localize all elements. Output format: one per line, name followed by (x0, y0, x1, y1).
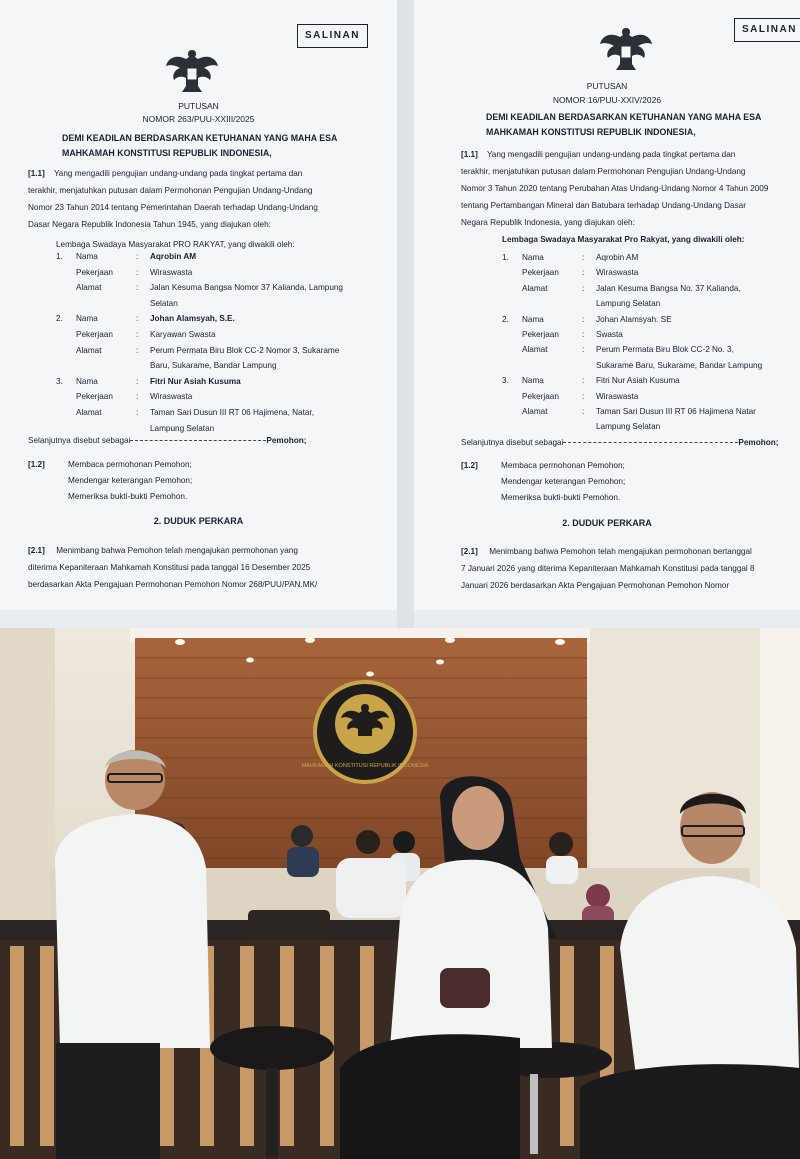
heading-mk: MAHKAMAH KONSTITUSI REPUBLIK INDONESIA, (62, 148, 272, 158)
doc-title: PUTUSAN (178, 101, 219, 111)
para-line: tentang Pertambangan Mineral dan Batubara terhadap Undang-Undang Dasar (461, 201, 746, 210)
para-line: Yang mengadili pengujian undang-undang pada tingkat pertama dan (486, 150, 736, 159)
para-line: Dasar Negara Republik Indonesia Tahun 1945, yang diajukan oleh: (28, 220, 271, 229)
petitioner-row: Alamat : Jalan Kesuma Bangsa Nomor 37 Kalianda, Lampung (76, 283, 343, 293)
petitioner-row: Selatan (150, 298, 178, 308)
petitioner-row: Alamat : Perum Permata Biru Blok CC-2 No. 3, (522, 345, 734, 355)
para-label: [1.2] (28, 460, 45, 469)
document-divider (397, 0, 414, 628)
paragraph-1-2 (461, 458, 793, 506)
para-line: Negara Republik Indonesia, yang diajukan oleh: (461, 218, 635, 227)
pemohon-text: Pemohon; (738, 438, 779, 447)
para-line: Memeriksa bukti-bukti Pemohon. (68, 492, 188, 501)
petitioner-row: 2. Nama : Johan Alamsyah. SE (502, 314, 672, 324)
para-line: Mendengar keterangan Pemohon; (68, 476, 193, 485)
para-line: Nomor 3 Tahun 2020 tentang Perubahan Atas Undang-Undang Nomor 4 Tahun 2009 (461, 184, 769, 193)
para-line: Menimbang bahwa Pemohon telah mengajukan permohonan yang (56, 546, 298, 555)
paragraph-1-1 (28, 165, 356, 233)
petitioner-row: 1. Nama : Aqrobin AM (56, 252, 197, 261)
para-line: Mendengar keterangan Pemohon; (501, 477, 626, 486)
emblem-text: MAHKAMAH KONSTITUSI REPUBLIK INDONESIA (301, 763, 429, 769)
doc-number: NOMOR 263/PUU-XXIII/2025 (142, 114, 255, 124)
para-label: [1.1] (28, 169, 45, 178)
document-right (414, 0, 800, 610)
para-line: Membaca permohonan Pemohon; (68, 460, 192, 469)
selanjutnya-line (28, 432, 356, 449)
para-line: terakhir, menjatuhkan putusan dalam Permohonan Pengujian Undang-Undang (28, 186, 313, 195)
courtroom-scene (0, 628, 800, 1159)
petitioner-row: Lampung Selatan (150, 423, 215, 433)
org-line: Lembaga Swadaya Masyarakat PRO RAKYAT, yang diwakili oleh: (56, 240, 295, 249)
petitioner-row: Pekerjaan : Wiraswasta (76, 392, 193, 402)
doc-title: PUTUSAN (586, 81, 628, 91)
salinan-stamp: SALINAN (297, 24, 368, 48)
para-label: [2.1] (28, 546, 45, 555)
doc-number: NOMOR 16/PUU-XXIV/2026 (552, 95, 662, 105)
petitioner-row: 3. Nama : Fitri Nur Asiah Kusuma (56, 376, 241, 386)
petitioner-row: Alamat : Jalan Kesuma Bangsa No. 37 Kalianda, (522, 283, 741, 293)
petitioner-row: Baru, Sukarame, Bandar Lampung (150, 361, 277, 371)
para-label: [1.1] (461, 150, 478, 159)
para-line: Januari 2026 berdasarkan Akta Pengajuan Permohonan Pemohon Nomor (461, 581, 730, 590)
petitioner-row: Pekerjaan : Swasta (522, 330, 623, 340)
petitioner-row: Lampung Selatan (596, 299, 661, 309)
garuda-emblem-icon (596, 22, 656, 74)
pemohon-text: Pemohon; (266, 436, 307, 445)
section-heading: 2. DUDUK PERKARA (153, 516, 244, 526)
para-line: Menimbang bahwa Pemohon telah mengajukan permohonan bertanggal (489, 547, 752, 556)
selanjutnya-text: Selanjutnya disebut sebagai (28, 436, 131, 445)
heading-keadilan: DEMI KEADILAN BERDASARKAN KETUHANAN YANG MAHA ESA (62, 133, 338, 143)
petitioner-row: 1. Nama : Aqrobin AM (502, 253, 639, 262)
dotted-leader (563, 442, 738, 443)
para-line: berdasarkan Akta Pengajuan Permohonan Pemohon Nomor 268/PUU/PAN.MK/ (28, 580, 318, 589)
selanjutnya-text: Selanjutnya disebut sebagai (461, 438, 564, 447)
para-label: [1.2] (461, 461, 478, 470)
garuda-emblem-icon (162, 44, 222, 96)
org-line: Lembaga Swadaya Masyarakat Pro Rakyat, yang diwakili oleh: (502, 235, 745, 244)
petitioner-row: Alamat : Taman Sari Dusun III RT 06 Hajimena, Natar, (76, 407, 314, 417)
petitioner-row: 2. Nama : Johan Alamsyah, S.E. (56, 314, 235, 324)
document-left (0, 0, 397, 610)
courtroom-photo (0, 628, 800, 1159)
paragraph-1-1 (461, 146, 793, 231)
petitioner-row: Sukarame Baru, Sukarame, Bandar Lampung (596, 360, 763, 370)
petitioner-row: 3. Nama : Fitri Nur Asiah Kusuma (502, 376, 680, 386)
petitioner-row: Pekerjaan : Karyawan Swasta (76, 329, 216, 339)
paragraph-2-1 (28, 542, 356, 593)
para-line: Nomor 23 Tahun 2014 tentang Pemerintahan Daerah terhadap Undang-Undang (28, 203, 318, 212)
para-label: [2.1] (461, 547, 478, 556)
petitioner-list (56, 249, 356, 436)
petitioner-row: Alamat : Perum Permata Biru Blok CC-2 Nomor 3, Sukarame (76, 345, 340, 355)
para-line: Yang mengadili pengujian undang-undang pada tingkat pertama dan (53, 169, 303, 178)
dotted-leader (130, 440, 266, 441)
para-line: diterima Kepaniteraan Mahkamah Konstitusi pada tanggal 16 Desember 2025 (28, 563, 311, 572)
para-line: Memeriksa bukti-bukti Pemohon. (501, 493, 621, 502)
petitioner-org (502, 231, 792, 248)
petitioner-row: Pekerjaan : Wiraswasta (76, 267, 193, 277)
salinan-stamp: SALINAN (734, 18, 800, 42)
para-line: terakhir, menjatuhkan putusan dalam Permohonan Pengujian Undang-Undang (461, 167, 746, 176)
petitioner-row: Lampung Selatan (596, 422, 661, 432)
petitioner-row: Pekerjaan : Wiraswasta (522, 391, 639, 401)
heading-keadilan: DEMI KEADILAN BERDASARKAN KETUHANAN YANG MAHA ESA (486, 112, 762, 122)
section-heading: 2. DUDUK PERKARA (562, 518, 652, 528)
leather-folder (248, 910, 330, 938)
petitioner-list (502, 250, 792, 435)
paragraph-1-2 (28, 457, 356, 505)
para-line: Membaca permohonan Pemohon; (501, 461, 625, 470)
petitioner-row: Alamat : Taman Sari Dusun III RT 06 Hajimena Natar (522, 407, 756, 417)
selanjutnya-line (461, 434, 793, 451)
petitioner-row: Pekerjaan : Wiraswasta (522, 268, 639, 278)
para-line: 7 Januari 2026 yang diterima Kepaniteraan Mahkamah Konstitusi pada tanggal 8 (461, 564, 755, 573)
paragraph-2-1 (461, 543, 793, 594)
heading-mk: MAHKAMAH KONSTITUSI REPUBLIK INDONESIA, (486, 127, 696, 137)
